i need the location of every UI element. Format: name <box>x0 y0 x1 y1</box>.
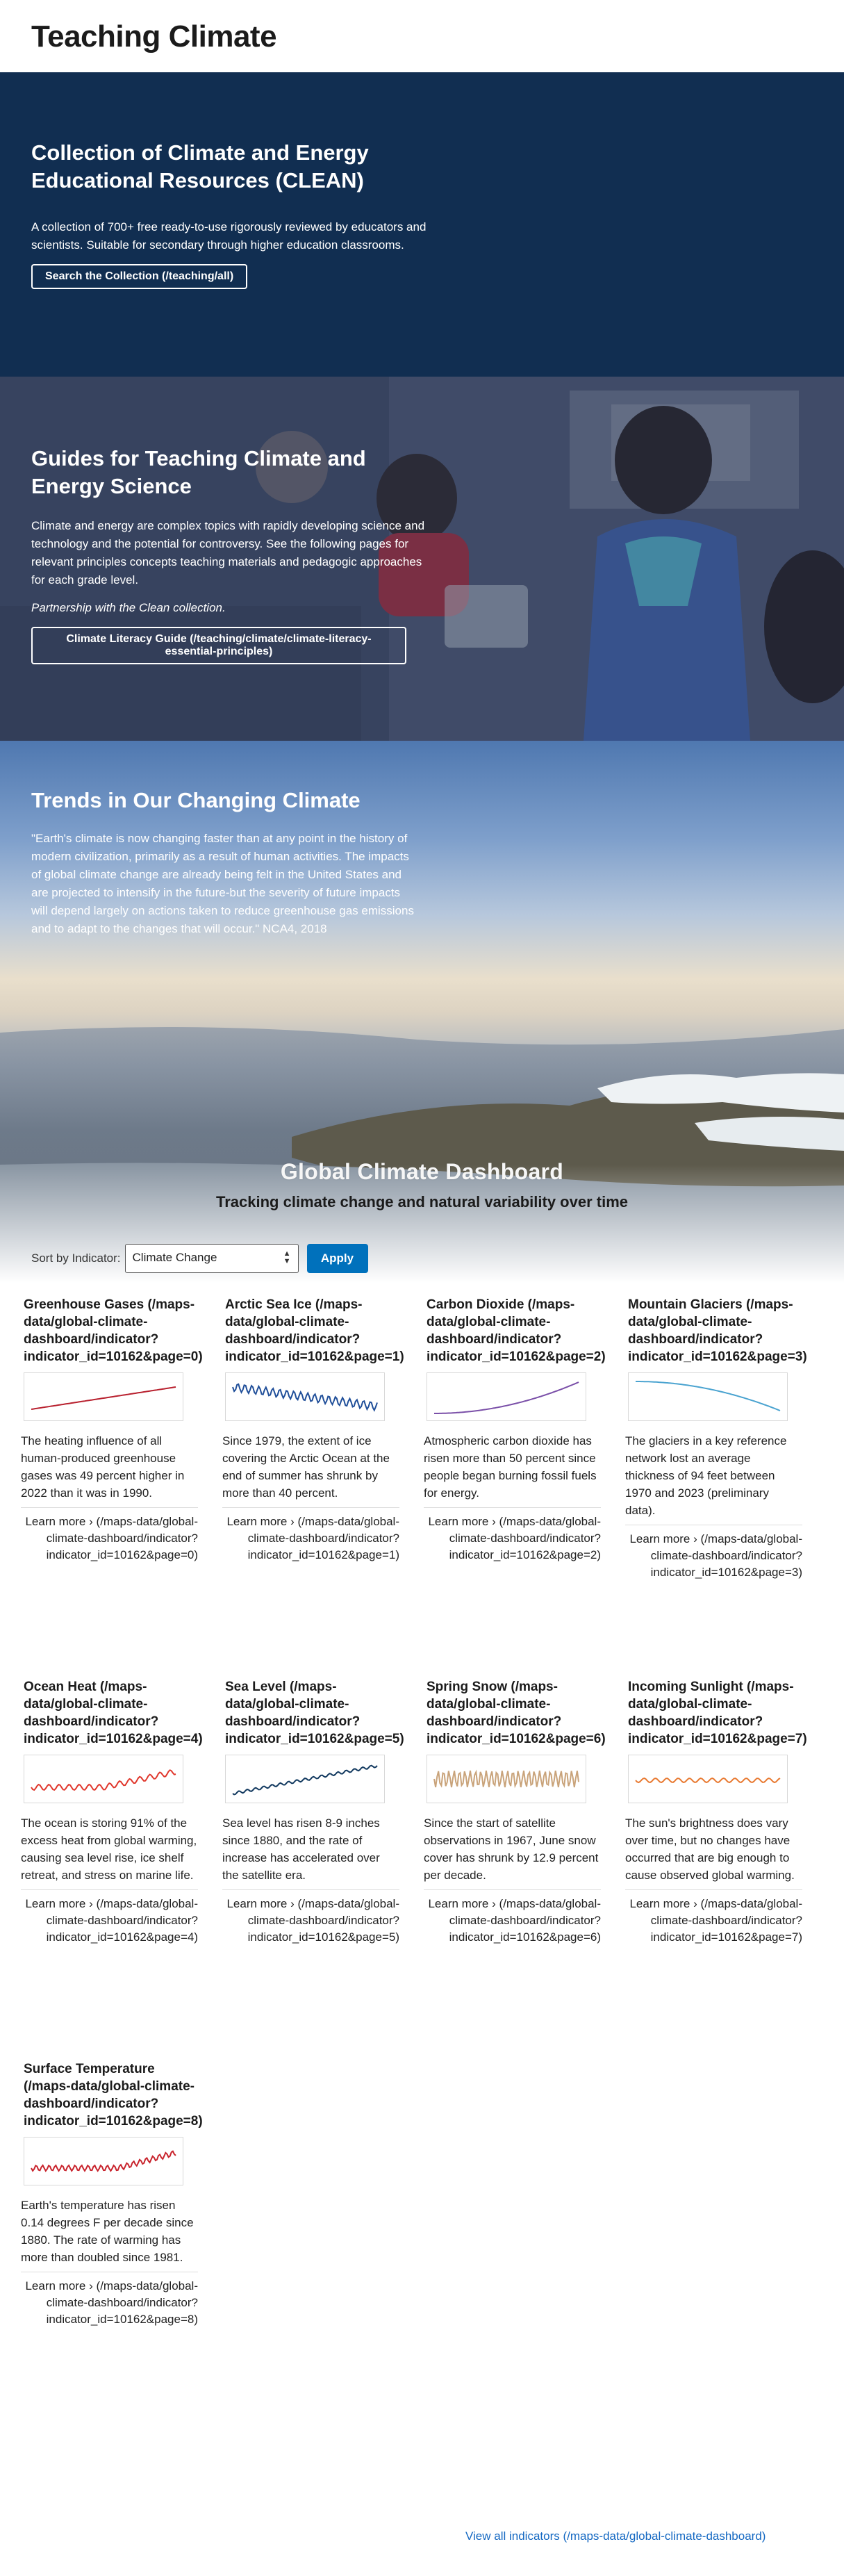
surface-temperature-sparkline[interactable] <box>24 2137 183 2185</box>
view-all-indicators-link[interactable]: View all indicators (/maps-data/global-climate-dashboard) <box>465 2529 766 2543</box>
sparkline-line <box>434 1382 579 1413</box>
guides-description: Climate and energy are complex topics with rapidly developing science and technology and the potential for controversy. See the following pages for relevant principles concepts teaching materials and pedagogic approaches for each grade level. <box>31 519 425 586</box>
learn-more-link[interactable]: Learn more › (/maps-data/global-climate-dashboard/indicator?indicator_id=10162&page=6) <box>424 1889 601 1946</box>
dashboard-section <box>0 1159 844 2429</box>
indicator-title[interactable]: Surface Temperature (/maps-data/global-climate-dashboard/indicator?indicator_id=10162&page=8) <box>24 2062 203 2128</box>
chevron-right-icon: › <box>492 1897 496 1910</box>
learn-more-link[interactable]: Learn more › (/maps-data/global-climate-dashboard/indicator?indicator_id=10162&page=5) <box>222 1889 399 1946</box>
indicator-select-value: Climate Change <box>132 1251 217 1264</box>
indicator-description: Atmospheric carbon dioxide has risen more than 50 percent since people began burning fossil fuels for energy. <box>424 1434 597 1500</box>
indicator-description: Earth's temperature has risen 0.14 degrees F per decade since 1880. The rate of warming has more than doubled since 1981. <box>21 2199 194 2264</box>
incoming-sunlight-sparkline[interactable] <box>628 1755 788 1803</box>
chevron-right-icon: › <box>89 1515 93 1528</box>
indicator-card <box>424 1678 606 1946</box>
learn-more-link[interactable]: Learn more › (/maps-data/global-climate-dashboard/indicator?indicator_id=10162&page=2) <box>424 1507 601 1564</box>
sparkline-line <box>636 1778 780 1782</box>
guides-title: Guides for Teaching Climate and Energy Science <box>31 446 366 498</box>
indicator-title[interactable]: Sea Level (/maps-data/global-climate-dashboard/indicator?indicator_id=10162&page=5) <box>225 1680 404 1746</box>
chevron-right-icon: › <box>290 1897 295 1910</box>
indicator-title[interactable]: Spring Snow (/maps-data/global-climate-dashboard/indicator?indicator_id=10162&page=6) <box>427 1680 606 1746</box>
indicator-card <box>21 2060 203 2328</box>
indicator-card <box>625 1296 807 1581</box>
learn-more-link[interactable]: Learn more › (/maps-data/global-climate-dashboard/indicator?indicator_id=10162&page=4) <box>21 1889 198 1946</box>
indicator-description: Since 1979, the extent of ice covering the Arctic Ocean at the end of summer has shrunk by more than 40 percent. <box>222 1434 390 1500</box>
indicator-title[interactable]: Greenhouse Gases (/maps-data/global-climate-dashboard/indicator?indicator_id=10162&page=0) <box>24 1297 203 1364</box>
learn-more-link[interactable]: Learn more › (/maps-data/global-climate-dashboard/indicator?indicator_id=10162&page=1) <box>222 1507 399 1564</box>
indicator-card <box>222 1296 404 1564</box>
indicator-title[interactable]: Incoming Sunlight (/maps-data/global-climate-dashboard/indicator?indicator_id=10162&page=7) <box>628 1680 807 1746</box>
carbon-dioxide-sparkline[interactable] <box>427 1372 586 1421</box>
clean-description: A collection of 700+ free ready-to-use rigorously reviewed by educators and scientists. Suitable for secondary through higher education classrooms. <box>31 220 427 252</box>
sparkline-line <box>31 1770 176 1790</box>
sparkline-line <box>636 1381 780 1411</box>
indicator-description: Since the start of satellite observations in 1967, June snow cover has shrunk by 12.9 percent per decade. <box>424 1816 599 1882</box>
clean-title: Collection of Climate and Energy Educational Resources (CLEAN) <box>31 140 369 192</box>
dashboard-subtitle: Tracking climate change and natural variability over time <box>216 1193 628 1211</box>
sparkline-line <box>31 2151 176 2171</box>
guides-section <box>0 377 844 741</box>
sort-controls <box>0 1211 844 1275</box>
sparkline-line <box>233 1766 377 1795</box>
indicator-card <box>424 1296 606 1564</box>
sea-level-sparkline[interactable] <box>225 1755 385 1803</box>
guides-note: Partnership with the Clean collection. <box>31 601 226 614</box>
chevron-right-icon: › <box>89 1897 93 1910</box>
spring-snow-sparkline[interactable] <box>427 1755 586 1803</box>
learn-more-link[interactable]: Learn more › (/maps-data/global-climate-dashboard/indicator?indicator_id=10162&page=8) <box>21 2272 198 2328</box>
apply-button[interactable]: Apply <box>307 1244 368 1273</box>
indicator-card <box>222 1678 404 1946</box>
indicator-description: The ocean is storing 91% of the excess heat from global warming, causing sea level rise, ice shelf retreat, and stress on marine life. <box>21 1816 197 1882</box>
search-collection-button[interactable]: Search the Collection (/teaching/all) <box>31 264 247 289</box>
clean-section <box>0 72 844 377</box>
learn-more-link[interactable]: Learn more › (/maps-data/global-climate-dashboard/indicator?indicator_id=10162&page=7) <box>625 1889 802 1946</box>
chevron-right-icon: › <box>290 1515 295 1528</box>
indicator-title[interactable]: Carbon Dioxide (/maps-data/global-climate-dashboard/indicator?indicator_id=10162&page=2) <box>427 1297 606 1364</box>
chevron-right-icon: › <box>492 1515 496 1528</box>
indicator-description: The glaciers in a key reference network lost an average thickness of 94 feet between 1970 and 2023 (preliminary data). <box>625 1434 787 1517</box>
greenhouse-gases-sparkline[interactable] <box>24 1372 183 1421</box>
ocean-heat-sparkline[interactable] <box>24 1755 183 1803</box>
trends-quote: "Earth's climate is now changing faster than at any point in the history of modern civilization, primarily as a result of human activities. The impacts of global climate change are already being felt in the United States and are projected to intensify in the future-but the severity of future impacts will depend largely on actions taken to reduce greenhouse gas emissions and to adapt to the changes that will occur." NCA4, 2018 <box>31 832 414 935</box>
page-header <box>0 0 844 72</box>
trends-title: Trends in Our Changing Climate <box>31 788 361 812</box>
indicator-card <box>21 1296 203 1564</box>
indicator-card <box>21 1678 203 1946</box>
mountain-glaciers-sparkline[interactable] <box>628 1372 788 1421</box>
indicator-select[interactable] <box>125 1244 299 1273</box>
indicator-title[interactable]: Arctic Sea Ice (/maps-data/global-climate-dashboard/indicator?indicator_id=10162&page=1) <box>225 1297 404 1364</box>
chevron-right-icon: › <box>693 1532 697 1545</box>
dashboard-title: Global Climate Dashboard <box>280 1159 564 1184</box>
sparkline-line <box>31 1387 176 1409</box>
indicator-title[interactable]: Mountain Glaciers (/maps-data/global-climate-dashboard/indicator?indicator_id=10162&page=3) <box>628 1297 807 1364</box>
learn-more-link[interactable]: Learn more › (/maps-data/global-climate-dashboard/indicator?indicator_id=10162&page=3) <box>625 1525 802 1581</box>
page-title: Teaching Climate <box>31 19 277 54</box>
sort-label: Sort by Indicator: <box>31 1252 121 1265</box>
indicator-card <box>625 1678 807 1946</box>
select-arrows-icon: ▲ ▼ <box>283 1249 291 1265</box>
climate-literacy-guide-button[interactable]: Climate Literacy Guide (/teaching/climate/climate-literacy-essential-principles) <box>31 627 406 664</box>
chevron-right-icon: › <box>693 1897 697 1910</box>
arctic-sea-ice-sparkline[interactable] <box>225 1372 385 1421</box>
chevron-right-icon: › <box>89 2279 93 2292</box>
indicator-description: The sun's brightness does vary over time, but no changes have occurred that are big enough to cause observed global warming. <box>625 1816 795 1882</box>
sparkline-line <box>434 1771 579 1787</box>
learn-more-link[interactable]: Learn more › (/maps-data/global-climate-dashboard/indicator?indicator_id=10162&page=0) <box>21 1507 198 1564</box>
sparkline-line <box>233 1384 377 1411</box>
indicator-title[interactable]: Ocean Heat (/maps-data/global-climate-dashboard/indicator?indicator_id=10162&page=4) <box>24 1680 203 1746</box>
indicator-grid <box>0 1275 844 2429</box>
indicator-description: Sea level has risen 8-9 inches since 1880, and the rate of increase has accelerated over the satellite era. <box>222 1816 380 1882</box>
indicator-description: The heating influence of all human-produced greenhouse gases was 49 percent higher in 2022 than it was in 1990. <box>21 1434 185 1500</box>
